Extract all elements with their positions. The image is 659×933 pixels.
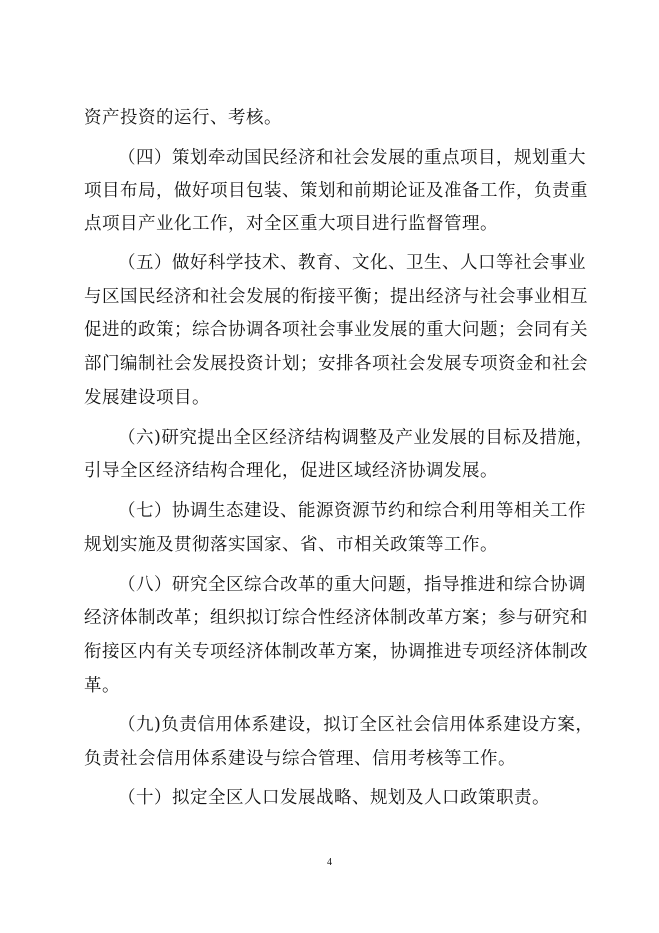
text-line: 点项目产业化工作，对全区重大项目进行监督管理。 (84, 214, 498, 234)
text-line: （八）研究全区综合改革的重大问题，指导推进和综合协调 (118, 575, 586, 595)
text-line: 促进的政策；综合协调各项社会事业发展的重大问题；会同有关 (84, 320, 588, 340)
text-line: 规划实施及贯彻落实国家、省、市相关政策等工作。 (84, 535, 498, 555)
text-line: 负责社会信用体系建设与综合管理、信用考核等工作。 (84, 749, 516, 769)
text-line: （六)研究提出全区经济结构调整及产业发展的目标及措施， (118, 428, 594, 448)
text-line: 衔接区内有关专项经济体制改革方案，协调推进专项经济体制改 (84, 642, 588, 662)
text-line: 发展建设项目。 (84, 388, 210, 408)
page-number: 4 (327, 857, 332, 868)
text-line: 革。 (84, 676, 120, 696)
text-line: （九)负责信用体系建设，拟订全区社会信用体系建设方案， (118, 715, 594, 735)
text-line: 与区国民经济和社会发展的衔接平衡；提出经济与社会事业相互 (84, 287, 588, 307)
text-line: 引导全区经济结构合理化，促进区域经济协调发展。 (84, 461, 498, 481)
text-line: 项目布局，做好项目包装、策划和前期论证及准备工作，负责重 (84, 181, 588, 201)
text-line: （十）拟定全区人口发展战略、规划及人口政策职责。 (118, 788, 550, 808)
text-line: 资产投资的运行、考核。 (84, 108, 282, 128)
text-line: （七）协调生态建设、能源资源节约和综合利用等相关工作 (118, 501, 586, 521)
text-line: （四）策划牵动国民经济和社会发展的重点项目，规划重大 (118, 148, 586, 168)
text-line: 部门编制社会发展投资计划；安排各项社会发展专项资金和社会 (84, 354, 588, 374)
text-line: （五）做好科学技术、教育、文化、卫生、人口等社会事业 (118, 253, 586, 273)
text-line: 经济体制改革；组织拟订综合性经济体制改革方案；参与研究和 (84, 608, 588, 628)
